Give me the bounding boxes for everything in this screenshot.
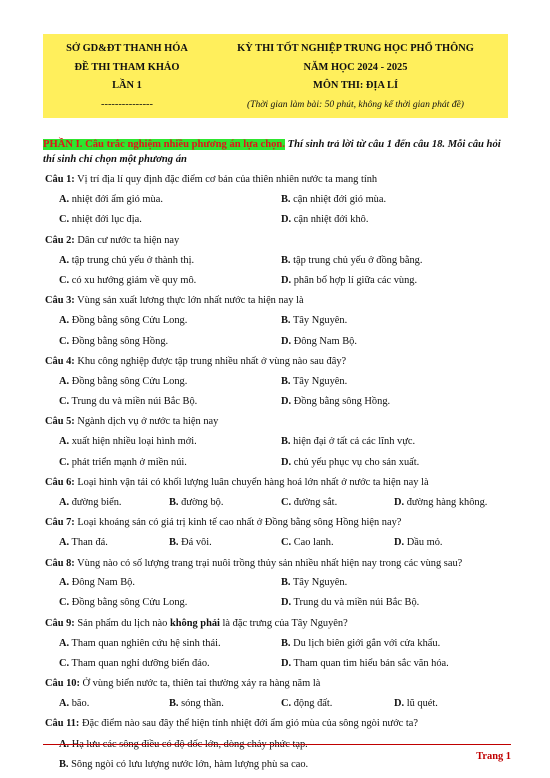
option-b[interactable]: B. tập trung chủ yếu ở đồng bằng.: [281, 254, 423, 266]
option-d[interactable]: D. cận nhiệt đới khô.: [281, 214, 369, 226]
option-b[interactable]: B. Đá vôi.: [169, 537, 212, 549]
question-text: Ở vùng biển nước ta, thiên tai thường xảy ra hàng năm là: [79, 678, 321, 690]
options-row: [43, 694, 511, 714]
options-row: [43, 372, 511, 392]
option-d[interactable]: D. phân bố hợp lí giữa các vùng.: [281, 274, 418, 286]
option-d[interactable]: D. Tham quan tìm hiểu bản sắc văn hóa.: [281, 657, 449, 669]
question-text: Loại khoáng sản có giá trị kinh tế cao nhất ở Đồng bằng sông Hồng hiện nay?: [74, 517, 402, 529]
options-row: [43, 634, 511, 654]
options-row: [43, 533, 511, 553]
option-b[interactable]: B. sóng thần.: [169, 698, 224, 710]
options-row: [43, 755, 511, 775]
subject: MÔN THI: ĐỊA LÍ: [313, 80, 398, 91]
option-d[interactable]: D. lũ quét.: [394, 698, 438, 710]
option-a[interactable]: A. Đồng bằng sông Cửu Long.: [59, 315, 188, 327]
header-left: [43, 40, 211, 114]
options-row: [43, 493, 511, 513]
question-9: [43, 614, 511, 634]
question-number: Câu 5:: [45, 416, 75, 428]
option-b[interactable]: B. Tây Nguyên.: [281, 375, 348, 387]
options-row: [43, 432, 511, 452]
exam-header: [43, 34, 508, 118]
question-text: Vị trí địa lí quy định đặc điểm cơ bản của thiên nhiên nước ta mang tính: [74, 174, 378, 185]
question-number: Câu 11:: [45, 718, 80, 730]
option-a[interactable]: A. Than đá.: [59, 537, 108, 549]
option-a[interactable]: A. nhiệt đới ẩm gió mùa.: [59, 194, 163, 206]
question-text: Vùng sản xuất lương thực lớn nhất nước ta hiện nay là: [74, 295, 304, 307]
question-text: Khu công nghiệp được tập trung nhiều nhất ở vùng nào sau đây?: [74, 355, 347, 367]
options-row: [43, 654, 511, 674]
question-8: [43, 554, 511, 574]
question-4: [43, 352, 511, 372]
options-row: [43, 190, 511, 210]
exam-type: ĐỀ THI THAM KHẢO: [74, 61, 180, 73]
option-a[interactable]: A. Đồng bằng sông Cửu Long.: [59, 375, 188, 387]
question-text: Loại hình vận tải có khối lượng luân chuyển hàng hoá lớn nhất ở nước ta hiện nay là: [74, 476, 429, 488]
option-c[interactable]: C. Đồng bằng sông Cửu Long.: [59, 597, 188, 609]
question-number: Câu 7:: [45, 517, 75, 529]
page-number: Trang 1: [476, 751, 511, 762]
option-c[interactable]: C. Tham quan nghỉ dưỡng biển đảo.: [59, 657, 210, 669]
option-b[interactable]: B. Du lịch biên giới gắn với cửa khẩu.: [281, 637, 441, 649]
question-11: [43, 714, 511, 734]
school-year: NĂM HỌC 2024 - 2025: [303, 61, 408, 73]
question-number: Câu 10:: [45, 678, 80, 690]
option-d[interactable]: D. Đông Nam Bộ.: [281, 335, 357, 347]
exam-content: [43, 137, 511, 775]
option-c[interactable]: C. động đất.: [281, 698, 333, 710]
option-b[interactable]: B. đường bộ.: [169, 497, 224, 508]
question-number: Câu 6:: [45, 476, 75, 488]
question-number: Câu 3:: [45, 295, 75, 307]
header-right: [203, 40, 508, 114]
section-heading: [43, 137, 511, 167]
option-a[interactable]: A. Đông Nam Bộ.: [59, 577, 135, 589]
time-note: (Thời gian làm bài: 50 phút, không kể thời gian phát đề): [246, 98, 465, 110]
option-d[interactable]: D. Đồng bằng sông Hồng.: [281, 396, 391, 408]
option-a[interactable]: A. Tham quan nghiên cứu hệ sinh thái.: [59, 637, 221, 649]
option-c[interactable]: C. Trung du và miền núi Bắc Bộ.: [59, 396, 198, 408]
option-a[interactable]: A. đường biển.: [59, 497, 122, 508]
header-divider: ---------------: [101, 98, 153, 110]
option-d[interactable]: D. đường hàng không.: [394, 497, 488, 508]
option-a[interactable]: A. xuất hiện nhiều loại hình mới.: [59, 436, 197, 448]
options-row: [43, 332, 511, 352]
question-number: Câu 1:: [45, 174, 75, 185]
question-text: Vùng nào có số lượng trang trại nuôi trồng thủy sản nhiều nhất hiện nay trong các vùng sau?: [74, 557, 463, 569]
option-a[interactable]: A. Hạ lưu các sông điều có độ dốc lớn, dòng chảy phức tạp.: [59, 738, 308, 750]
option-d[interactable]: D. chủ yếu phục vụ cho sản xuất.: [281, 456, 420, 468]
options-row: [43, 210, 511, 230]
option-b[interactable]: B. cận nhiệt đới gió mùa.: [281, 194, 387, 206]
question-2: [43, 231, 511, 251]
question-text: là đặc trưng của Tây Nguyên?: [219, 617, 348, 629]
question-1: [43, 170, 511, 190]
question-10: [43, 674, 511, 694]
department-name: SỞ GD&ĐT THANH HÓA: [66, 43, 188, 54]
exam-title: KỲ THI TỐT NGHIỆP TRUNG HỌC PHỔ THÔNG: [237, 43, 474, 54]
question-text: Sản phẩm du lịch nào: [74, 617, 170, 629]
options-row: [43, 271, 511, 291]
option-b[interactable]: B. Tây Nguyên.: [281, 315, 348, 327]
section-title: PHẦN I. Câu trắc nghiệm nhiều phương án lựa chọn.: [43, 139, 285, 150]
options-row: [43, 392, 511, 412]
option-c[interactable]: C. phát triển mạnh ở miền núi.: [59, 456, 187, 468]
option-c[interactable]: C. Cao lanh.: [281, 537, 334, 549]
question-text: Ngành dịch vụ ở nước ta hiện nay: [74, 416, 219, 428]
section-instructions: Thí sinh trả lời từ câu 1 đến câu 18. Mỗi câu hỏi thí sinh chỉ chọn một phương án: [43, 139, 501, 165]
options-row: [43, 593, 511, 613]
option-b[interactable]: B. Tây Nguyên.: [281, 577, 348, 589]
option-b[interactable]: B. Sông ngòi có lưu lượng nước lớn, hàm lượng phù sa cao.: [59, 758, 309, 770]
option-d[interactable]: D. Dầu mỏ.: [394, 537, 443, 549]
question-5: [43, 412, 511, 432]
options-row: [43, 573, 511, 593]
option-d[interactable]: D. Trung du và miền núi Bắc Bộ.: [281, 597, 420, 609]
options-row: [43, 311, 511, 331]
option-c[interactable]: C. Đồng bằng sông Hồng.: [59, 335, 169, 347]
question-emphasis: không phải: [169, 617, 220, 629]
options-row: [43, 251, 511, 271]
option-c[interactable]: C. có xu hướng giảm về quy mô.: [59, 274, 197, 286]
question-6: [43, 473, 511, 493]
question-number: Câu 9:: [45, 617, 75, 629]
option-c[interactable]: C. đường sắt.: [281, 497, 338, 508]
option-c[interactable]: C. nhiệt đới lục địa.: [59, 214, 142, 226]
options-row: [43, 453, 511, 473]
question-text: Đặc điểm nào sau đây thể hiện tính nhiệt đới ẩm gió mùa của sông ngòi nước ta?: [79, 718, 419, 730]
question-text: Dân cư nước ta hiện nay: [74, 234, 180, 246]
option-a[interactable]: A. bão.: [59, 698, 90, 710]
option-b[interactable]: B. hiện đại ở tất cả các lĩnh vực.: [281, 436, 416, 448]
question-number: Câu 2:: [45, 234, 75, 246]
option-a[interactable]: A. tập trung chủ yếu ở thành thị.: [59, 254, 195, 266]
question-3: [43, 291, 511, 311]
question-number: Câu 8:: [45, 557, 75, 569]
question-number: Câu 4:: [45, 355, 75, 367]
exam-round: LẦN 1: [112, 80, 142, 91]
question-7: [43, 513, 511, 533]
